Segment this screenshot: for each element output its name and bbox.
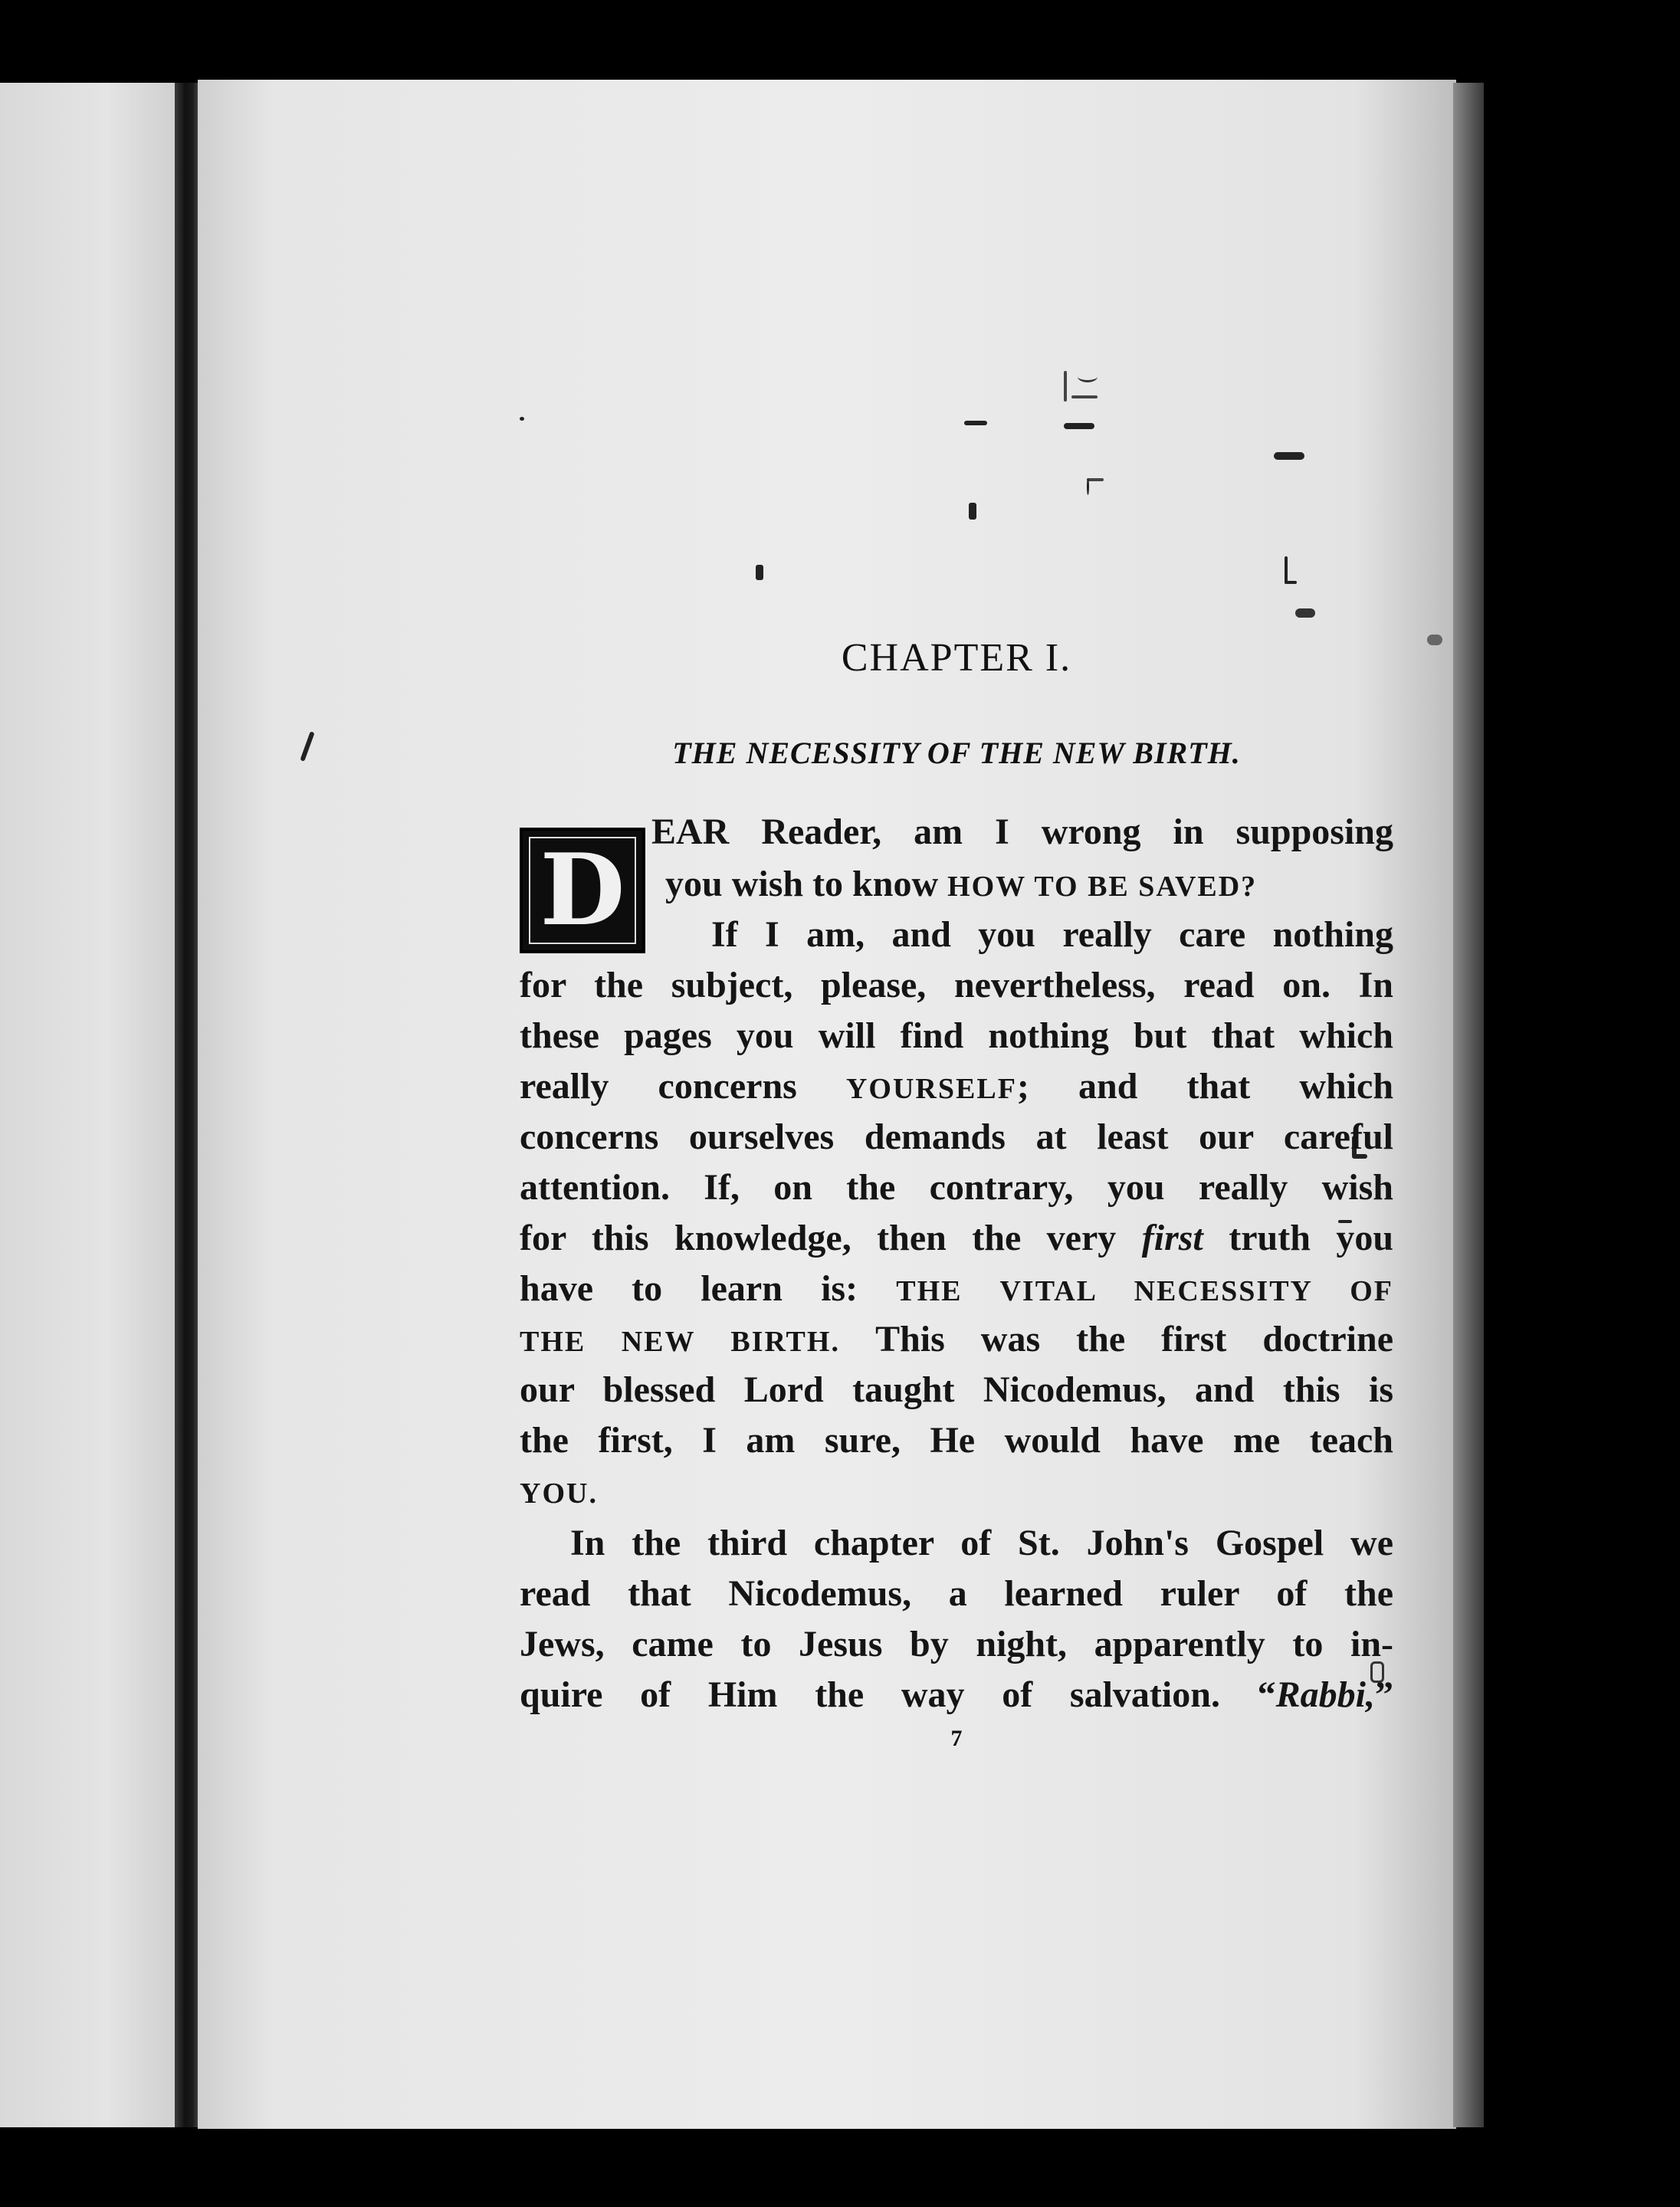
- scan-speck: [1087, 478, 1089, 495]
- book-gutter: [175, 83, 201, 2127]
- scan-speck: [1087, 478, 1104, 481]
- text-line-17: Jews, came to Jesus by night, apparently to in-: [520, 1624, 1393, 1664]
- drop-cap-letter: D: [540, 833, 625, 948]
- scan-speck: [1274, 452, 1304, 460]
- scan-speck: [1064, 371, 1067, 402]
- italic-run: first: [1141, 1218, 1203, 1258]
- text-line-14: [520, 1468, 598, 1514]
- right-page-edge: [1453, 83, 1484, 2127]
- scan-speck: [1064, 423, 1094, 429]
- text-line-10: [520, 1266, 1393, 1312]
- scan-speck: [300, 731, 314, 762]
- text-line-5: these pages you will find nothing but that which: [520, 1015, 1393, 1056]
- text-run: truth you: [1229, 1218, 1394, 1258]
- text-line-4: for the subject, please, nevertheless, read on. In: [520, 965, 1393, 1005]
- text-run: ”: [1375, 1674, 1393, 1715]
- scan-speck: [964, 421, 979, 425]
- chapter-subtitle: THE NECESSITY OF THE NEW BIRTH.: [672, 736, 1241, 770]
- scan-speck: [969, 503, 976, 520]
- small-caps-run: THE NEW BIRTH.: [520, 1326, 840, 1358]
- page-number: 7: [950, 1726, 963, 1751]
- text-line-7: concerns ourselves demands at least our careful: [520, 1117, 1393, 1157]
- text-run: have to learn is:: [520, 1268, 858, 1309]
- text-run: for this knowledge, then the very: [520, 1218, 1117, 1258]
- text-run: really concerns: [520, 1066, 797, 1107]
- small-caps-run: YOURSELF: [845, 1073, 1017, 1105]
- text-line-15: In the third chapter of St. John's Gospel we: [570, 1523, 1393, 1563]
- scan-speck: [1071, 395, 1098, 398]
- text-run: quire of Him the way of salvation. “: [520, 1674, 1276, 1715]
- italic-run: Rabbi,: [1275, 1674, 1375, 1715]
- text-line-16: read that Nicodemus, a learned ruler of the: [520, 1573, 1393, 1614]
- scan-speck: [1295, 608, 1315, 618]
- text-line-2: [665, 861, 1257, 907]
- text-run: you wish to know: [665, 864, 939, 904]
- text-line-6: [520, 1064, 1393, 1110]
- left-page-edge: [0, 83, 178, 2127]
- text-line-3: If I am, and you really care nothing: [711, 914, 1393, 955]
- scan-speck: [520, 417, 524, 421]
- text-line-11: [520, 1317, 1393, 1363]
- text-line-13: the first, I am sure, He would have me teach: [520, 1420, 1393, 1461]
- text-line-12: our blessed Lord taught Nicodemus, and this is: [520, 1369, 1393, 1410]
- text-line-8: attention. If, on the contrary, you really wish: [520, 1167, 1393, 1208]
- scan-speck: [1427, 635, 1442, 645]
- small-caps-run: YOU.: [520, 1477, 598, 1510]
- text-run: ; and that which: [1016, 1066, 1394, 1107]
- text-run: This was the first doctrine: [875, 1319, 1393, 1359]
- small-caps-run: HOW TO BE SAVED?: [947, 871, 1258, 903]
- chapter-heading: CHAPTER I.: [841, 636, 1072, 680]
- text-line-18: [520, 1672, 1393, 1718]
- small-caps-run: THE VITAL NECESSITY OF: [896, 1275, 1394, 1307]
- right-page: [198, 80, 1456, 2129]
- scan-speck: [756, 565, 763, 580]
- text-line-1: EAR Reader, am I wrong in supposing: [651, 812, 1393, 852]
- ornamental-drop-cap: [520, 828, 645, 953]
- text-line-9: [520, 1215, 1393, 1261]
- scan-speck: [1078, 371, 1098, 382]
- scan-speck: [1285, 556, 1288, 584]
- scan-speck: [1285, 581, 1297, 584]
